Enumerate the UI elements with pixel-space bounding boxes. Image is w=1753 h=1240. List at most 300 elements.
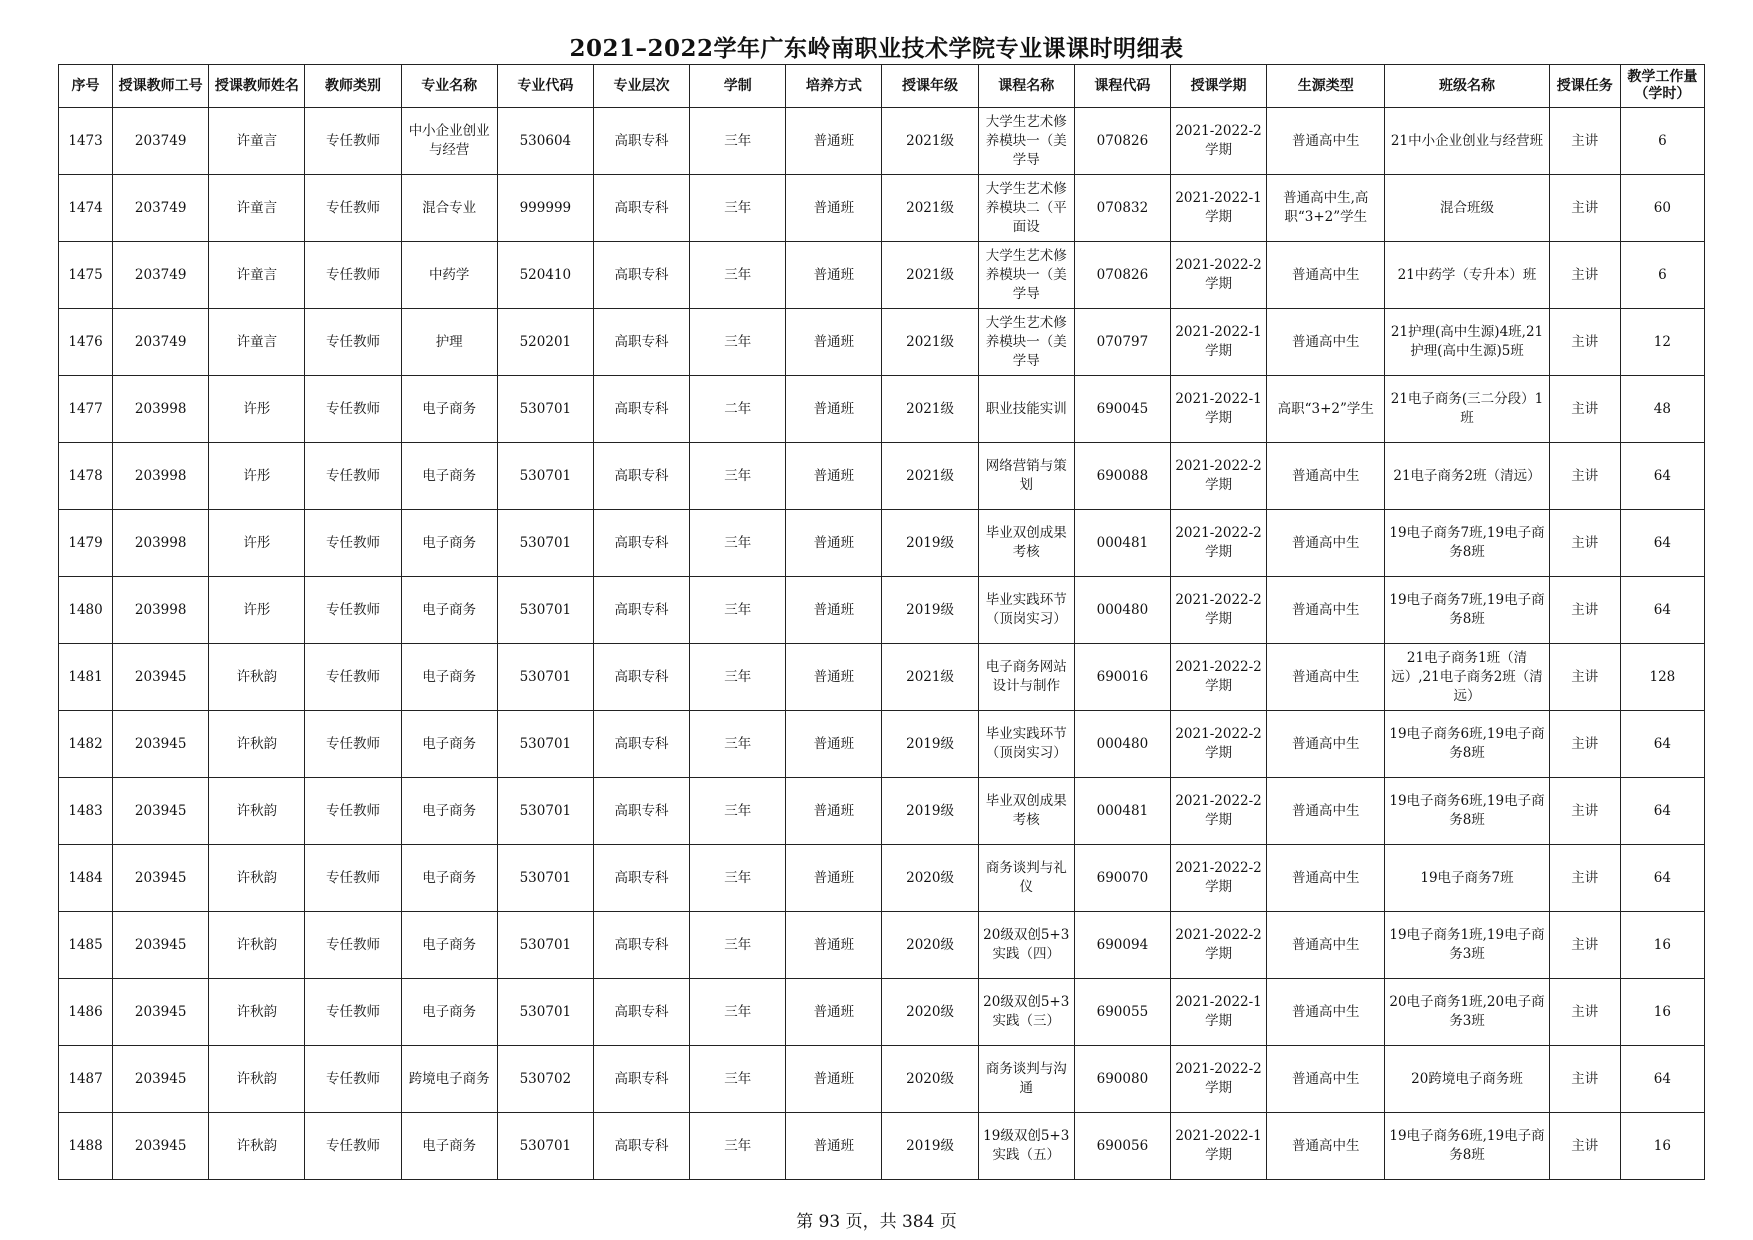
cell-student-source: [1267, 443, 1385, 510]
cell-teacher-type: [305, 108, 401, 175]
cell-teacher-id: [113, 577, 209, 644]
cell-grade: [882, 1113, 978, 1180]
cell-semester: [1170, 845, 1266, 912]
cell-text: 高职专科: [614, 467, 669, 484]
cell-major-code: [497, 242, 593, 309]
cell-text: 203945: [134, 869, 187, 886]
cell-training-mode: [786, 912, 882, 979]
cell-text: 1485: [68, 936, 103, 953]
cell-training-mode: [786, 108, 882, 175]
cell-teacher-name: [209, 711, 305, 778]
cell-grade: [882, 242, 978, 309]
cell-task: [1549, 845, 1620, 912]
cell-training-mode: [786, 1046, 882, 1113]
cell-text: 1483: [68, 802, 103, 819]
cell-major-name: [401, 443, 497, 510]
table-row: [59, 778, 1705, 845]
cell-text: 普通高中生: [1292, 534, 1360, 551]
cell-class-name: [1385, 912, 1549, 979]
cell-text: 二年: [724, 400, 752, 417]
cell-workload: [1620, 912, 1704, 979]
cell-text: 16: [1653, 936, 1671, 953]
cell-training-mode: [786, 577, 882, 644]
cell-teacher-type: [305, 175, 401, 242]
cell-course-code: [1074, 845, 1170, 912]
cell-index: [59, 1046, 113, 1113]
cell-text: 690055: [1096, 1003, 1149, 1020]
cell-training-mode: [786, 443, 882, 510]
cell-text: 000480: [1096, 735, 1149, 752]
cell-text: 530701: [519, 869, 572, 886]
cell-workload: [1620, 175, 1704, 242]
cell-text: 高职“3+2”学生: [1277, 400, 1374, 417]
cell-text: 64: [1653, 869, 1671, 886]
cell-text: 主讲: [1571, 869, 1599, 886]
cell-teacher-id: [113, 242, 209, 309]
cell-text: 19电子商务7班: [1420, 869, 1514, 886]
cell-workload: [1620, 510, 1704, 577]
cell-index: [59, 242, 113, 309]
table-row: [59, 510, 1705, 577]
cell-text: 许彤: [243, 467, 271, 484]
cell-teacher-id: [113, 711, 209, 778]
cell-course-name: [978, 711, 1074, 778]
cell-text: 主讲: [1571, 199, 1599, 216]
cell-text: 2021级: [906, 266, 954, 283]
cell-text: 三年: [724, 132, 752, 149]
cell-text: 21护理(高中生源)4班,21护理(高中生源)5班: [1390, 324, 1544, 359]
cell-major-code: [497, 912, 593, 979]
cell-text: 主讲: [1571, 936, 1599, 953]
cell-text: 专任教师: [326, 601, 381, 618]
cell-semester: [1170, 1046, 1266, 1113]
cell-major-level: [593, 577, 689, 644]
cell-text: 商务谈判与沟通: [985, 1061, 1067, 1096]
cell-major-name: [401, 644, 497, 711]
cell-index: [59, 979, 113, 1046]
cell-text: 毕业实践环节（顶岗实习）: [985, 726, 1067, 761]
cell-student-source: [1267, 108, 1385, 175]
cell-teacher-type: [305, 510, 401, 577]
cell-text: 主讲: [1571, 400, 1599, 417]
cell-text: 普通班: [813, 266, 855, 283]
cell-text: 20级双创5+3实践（四）: [983, 927, 1070, 962]
table-row: [59, 845, 1705, 912]
cell-text: 主讲: [1571, 467, 1599, 484]
cell-text: 许秋韵: [236, 1003, 278, 1020]
cell-text: 普通高中生: [1292, 1137, 1360, 1154]
cell-text: 电子商务: [422, 668, 477, 685]
cell-text: 2021级: [906, 199, 954, 216]
cell-text: 64: [1653, 735, 1671, 752]
cell-major-name: [401, 242, 497, 309]
cell-semester: [1170, 644, 1266, 711]
cell-text: 专任教师: [326, 668, 381, 685]
cell-student-source: [1267, 376, 1385, 443]
cell-class-name: [1385, 376, 1549, 443]
cell-text: 主讲: [1571, 802, 1599, 819]
cell-teacher-id: [113, 845, 209, 912]
cell-text: 2021级: [906, 132, 954, 149]
cell-class-name: [1385, 577, 1549, 644]
cell-grade: [882, 443, 978, 510]
cell-course-code: [1074, 711, 1170, 778]
header-workload: 教学工作量（学时）: [1620, 65, 1704, 108]
cell-text: 许秋韵: [236, 936, 278, 953]
cell-text: 普通高中生: [1292, 266, 1360, 283]
cell-text: 530701: [519, 1137, 572, 1154]
cell-text: 专任教师: [326, 199, 381, 216]
cell-major-name: [401, 108, 497, 175]
header-class-name: 班级名称: [1385, 65, 1549, 108]
cell-text: 毕业实践环节（顶岗实习）: [985, 592, 1067, 627]
cell-text: 普通班: [813, 668, 855, 685]
header-major-code: 专业代码: [497, 65, 593, 108]
cell-text: 16: [1653, 1003, 1671, 1020]
cell-index: [59, 510, 113, 577]
cell-text: 203998: [134, 467, 187, 484]
cell-text: 大学生艺术修养模块一（美学导: [985, 247, 1067, 302]
header-teacher-name: 授课教师姓名: [209, 65, 305, 108]
cell-semester: [1170, 242, 1266, 309]
cell-teacher-name: [209, 242, 305, 309]
cell-text: 2021-2022-2学期: [1175, 927, 1262, 962]
cell-text: 2021级: [906, 333, 954, 350]
cell-duration: [690, 443, 786, 510]
cell-grade: [882, 912, 978, 979]
cell-text: 普通班: [813, 802, 855, 819]
cell-duration: [690, 175, 786, 242]
cell-text: 530702: [519, 1070, 572, 1087]
cell-text: 普通班: [813, 467, 855, 484]
cell-duration: [690, 1113, 786, 1180]
cell-major-level: [593, 644, 689, 711]
cell-text: 2020级: [906, 1003, 954, 1020]
cell-text: 16: [1653, 1137, 1671, 1154]
cell-text: 主讲: [1571, 601, 1599, 618]
cell-task: [1549, 175, 1620, 242]
cell-course-name: [978, 242, 1074, 309]
cell-text: 高职专科: [614, 132, 669, 149]
cell-course-name: [978, 309, 1074, 376]
cell-major-code: [497, 577, 593, 644]
cell-class-name: [1385, 979, 1549, 1046]
cell-major-name: [401, 577, 497, 644]
cell-grade: [882, 108, 978, 175]
cell-text: 60: [1653, 199, 1671, 216]
cell-student-source: [1267, 644, 1385, 711]
cell-teacher-type: [305, 912, 401, 979]
cell-workload: [1620, 577, 1704, 644]
cell-semester: [1170, 577, 1266, 644]
cell-training-mode: [786, 309, 882, 376]
cell-text: 毕业双创成果考核: [985, 525, 1067, 560]
cell-duration: [690, 711, 786, 778]
header-teacher-id: 授课教师工号: [113, 65, 209, 108]
header-task: 授课任务: [1549, 65, 1620, 108]
cell-training-mode: [786, 510, 882, 577]
cell-text: 主讲: [1571, 1003, 1599, 1020]
cell-text: 普通班: [813, 1137, 855, 1154]
cell-text: 530701: [519, 467, 572, 484]
cell-major-code: [497, 778, 593, 845]
cell-teacher-type: [305, 1113, 401, 1180]
cell-task: [1549, 711, 1620, 778]
cell-major-level: [593, 510, 689, 577]
cell-text: 690056: [1096, 1137, 1149, 1154]
cell-semester: [1170, 1113, 1266, 1180]
cell-text: 许秋韵: [236, 735, 278, 752]
cell-text: 跨境电子商务: [408, 1070, 490, 1087]
cell-task: [1549, 912, 1620, 979]
cell-text: 普通高中生: [1292, 668, 1360, 685]
cell-training-mode: [786, 644, 882, 711]
cell-text: 许童言: [236, 266, 278, 283]
cell-text: 19电子商务6班,19电子商务8班: [1389, 793, 1545, 828]
cell-duration: [690, 242, 786, 309]
cell-text: 1473: [68, 132, 103, 149]
header-training-mode: 培养方式: [786, 65, 882, 108]
cell-training-mode: [786, 175, 882, 242]
cell-text: 21中药学（专升本）班: [1397, 266, 1537, 283]
cell-text: 530701: [519, 735, 572, 752]
cell-text: 1486: [68, 1003, 103, 1020]
cell-text: 2021-2022-1学期: [1175, 391, 1262, 426]
cell-text: 19电子商务6班,19电子商务8班: [1389, 1128, 1545, 1163]
cell-text: 1481: [68, 668, 103, 685]
cell-text: 高职专科: [614, 1137, 669, 1154]
cell-major-name: [401, 175, 497, 242]
cell-text: 高职专科: [614, 400, 669, 417]
cell-index: [59, 778, 113, 845]
cell-text: 1475: [68, 266, 103, 283]
cell-text: 专任教师: [326, 534, 381, 551]
cell-student-source: [1267, 242, 1385, 309]
cell-text: 2021-2022-2学期: [1175, 525, 1262, 560]
cell-text: 电子商务: [422, 601, 477, 618]
cell-major-code: [497, 376, 593, 443]
cell-student-source: [1267, 1046, 1385, 1113]
cell-text: 2020级: [906, 936, 954, 953]
cell-text: 主讲: [1571, 1137, 1599, 1154]
cell-class-name: [1385, 1046, 1549, 1113]
table-row: [59, 376, 1705, 443]
cell-task: [1549, 577, 1620, 644]
cell-text: 690016: [1096, 668, 1149, 685]
cell-text: 三年: [724, 467, 752, 484]
cell-major-level: [593, 778, 689, 845]
cell-major-name: [401, 1113, 497, 1180]
cell-course-name: [978, 510, 1074, 577]
cell-text: 203945: [134, 735, 187, 752]
cell-course-code: [1074, 912, 1170, 979]
cell-course-code: [1074, 644, 1170, 711]
cell-class-name: [1385, 510, 1549, 577]
cell-student-source: [1267, 309, 1385, 376]
cell-grade: [882, 778, 978, 845]
cell-major-level: [593, 1113, 689, 1180]
cell-course-code: [1074, 376, 1170, 443]
cell-text: 普通班: [813, 601, 855, 618]
cell-text: 64: [1653, 534, 1671, 551]
cell-major-level: [593, 1046, 689, 1113]
cell-text: 000481: [1096, 534, 1149, 551]
cell-grade: [882, 711, 978, 778]
cell-semester: [1170, 979, 1266, 1046]
cell-grade: [882, 577, 978, 644]
cell-task: [1549, 778, 1620, 845]
cell-text: 530701: [519, 400, 572, 417]
cell-text: 2021-2022-2学期: [1175, 458, 1262, 493]
cell-class-name: [1385, 711, 1549, 778]
cell-semester: [1170, 108, 1266, 175]
cell-workload: [1620, 242, 1704, 309]
cell-major-code: [497, 309, 593, 376]
cell-duration: [690, 845, 786, 912]
cell-text: 电子商务: [422, 936, 477, 953]
table-row: [59, 443, 1705, 510]
cell-text: 530701: [519, 936, 572, 953]
cell-text: 19级双创5+3实践（五）: [983, 1128, 1070, 1163]
cell-text: 专任教师: [326, 1070, 381, 1087]
cell-text: 530604: [519, 132, 572, 149]
cell-training-mode: [786, 242, 882, 309]
cell-teacher-id: [113, 309, 209, 376]
cell-duration: [690, 644, 786, 711]
cell-text: 高职专科: [614, 333, 669, 350]
cell-grade: [882, 175, 978, 242]
cell-text: 203749: [134, 333, 187, 350]
cell-workload: [1620, 845, 1704, 912]
cell-major-code: [497, 644, 593, 711]
cell-text: 主讲: [1571, 266, 1599, 283]
table-row: [59, 644, 1705, 711]
cell-text: 主讲: [1571, 1070, 1599, 1087]
cell-text: 2021-2022-1学期: [1175, 1128, 1262, 1163]
cell-task: [1549, 376, 1620, 443]
cell-task: [1549, 644, 1620, 711]
cell-major-code: [497, 1046, 593, 1113]
cell-text: 21中小企业创业与经营班: [1390, 132, 1544, 149]
cell-text: 19电子商务6班,19电子商务8班: [1389, 726, 1545, 761]
cell-text: 6: [1658, 266, 1667, 283]
cell-major-name: [401, 1046, 497, 1113]
cell-class-name: [1385, 845, 1549, 912]
cell-teacher-name: [209, 644, 305, 711]
cell-text: 网络营销与策划: [985, 458, 1067, 493]
cell-text: 2021-2022-2学期: [1175, 592, 1262, 627]
cell-text: 许秋韵: [236, 802, 278, 819]
cell-teacher-type: [305, 443, 401, 510]
cell-index: [59, 845, 113, 912]
cell-text: 1482: [68, 735, 103, 752]
cell-duration: [690, 912, 786, 979]
cell-text: 普通班: [813, 735, 855, 752]
cell-duration: [690, 510, 786, 577]
cell-course-code: [1074, 510, 1170, 577]
cell-course-name: [978, 443, 1074, 510]
table-row: [59, 912, 1705, 979]
cell-major-level: [593, 242, 689, 309]
cell-index: [59, 577, 113, 644]
cell-major-name: [401, 912, 497, 979]
cell-text: 三年: [724, 1003, 752, 1020]
cell-text: 203749: [134, 266, 187, 283]
cell-text: 混合专业: [422, 199, 477, 216]
cell-course-name: [978, 376, 1074, 443]
cell-course-name: [978, 778, 1074, 845]
cell-text: 203945: [134, 668, 187, 685]
table-body: [59, 108, 1705, 1180]
cell-course-code: [1074, 577, 1170, 644]
cell-major-name: [401, 510, 497, 577]
cell-text: 三年: [724, 869, 752, 886]
cell-text: 普通班: [813, 534, 855, 551]
cell-grade: [882, 376, 978, 443]
cell-index: [59, 108, 113, 175]
cell-course-code: [1074, 443, 1170, 510]
cell-text: 专任教师: [326, 266, 381, 283]
cell-major-code: [497, 845, 593, 912]
cell-text: 530701: [519, 1003, 572, 1020]
cell-course-name: [978, 1113, 1074, 1180]
cell-text: 许童言: [236, 132, 278, 149]
cell-duration: [690, 376, 786, 443]
cell-course-name: [978, 1046, 1074, 1113]
cell-text: 203749: [134, 132, 187, 149]
cell-text: 大学生艺术修养模块一（美学导: [985, 314, 1067, 369]
cell-text: 21电子商务(三二分段）1班: [1390, 391, 1544, 426]
cell-teacher-type: [305, 711, 401, 778]
cell-workload: [1620, 443, 1704, 510]
cell-major-name: [401, 979, 497, 1046]
cell-text: 690070: [1096, 869, 1149, 886]
cell-text: 203998: [134, 534, 187, 551]
cell-text: 普通高中生: [1292, 1070, 1360, 1087]
cell-text: 2021-2022-2学期: [1175, 257, 1262, 292]
cell-text: 普通高中生: [1292, 1003, 1360, 1020]
cell-text: 203945: [134, 1003, 187, 1020]
cell-text: 许彤: [243, 400, 271, 417]
cell-text: 2019级: [906, 802, 954, 819]
cell-text: 高职专科: [614, 735, 669, 752]
cell-task: [1549, 242, 1620, 309]
cell-text: 专任教师: [326, 1003, 381, 1020]
cell-text: 普通高中生: [1292, 936, 1360, 953]
cell-text: 职业技能实训: [985, 400, 1067, 417]
cell-teacher-name: [209, 1046, 305, 1113]
cell-text: 999999: [519, 199, 572, 216]
cell-text: 许彤: [243, 534, 271, 551]
table-row: [59, 309, 1705, 376]
cell-training-mode: [786, 778, 882, 845]
cell-text: 混合班级: [1440, 199, 1494, 216]
table-row: [59, 711, 1705, 778]
cell-text: 203945: [134, 1070, 187, 1087]
cell-major-level: [593, 175, 689, 242]
cell-major-level: [593, 711, 689, 778]
cell-text: 203749: [134, 199, 187, 216]
cell-teacher-type: [305, 309, 401, 376]
cell-text: 203998: [134, 601, 187, 618]
cell-teacher-type: [305, 376, 401, 443]
cell-teacher-name: [209, 979, 305, 1046]
cell-text: 1487: [68, 1070, 103, 1087]
cell-course-name: [978, 108, 1074, 175]
cell-text: 许彤: [243, 601, 271, 618]
cell-major-level: [593, 979, 689, 1046]
cell-text: 普通高中生: [1292, 802, 1360, 819]
